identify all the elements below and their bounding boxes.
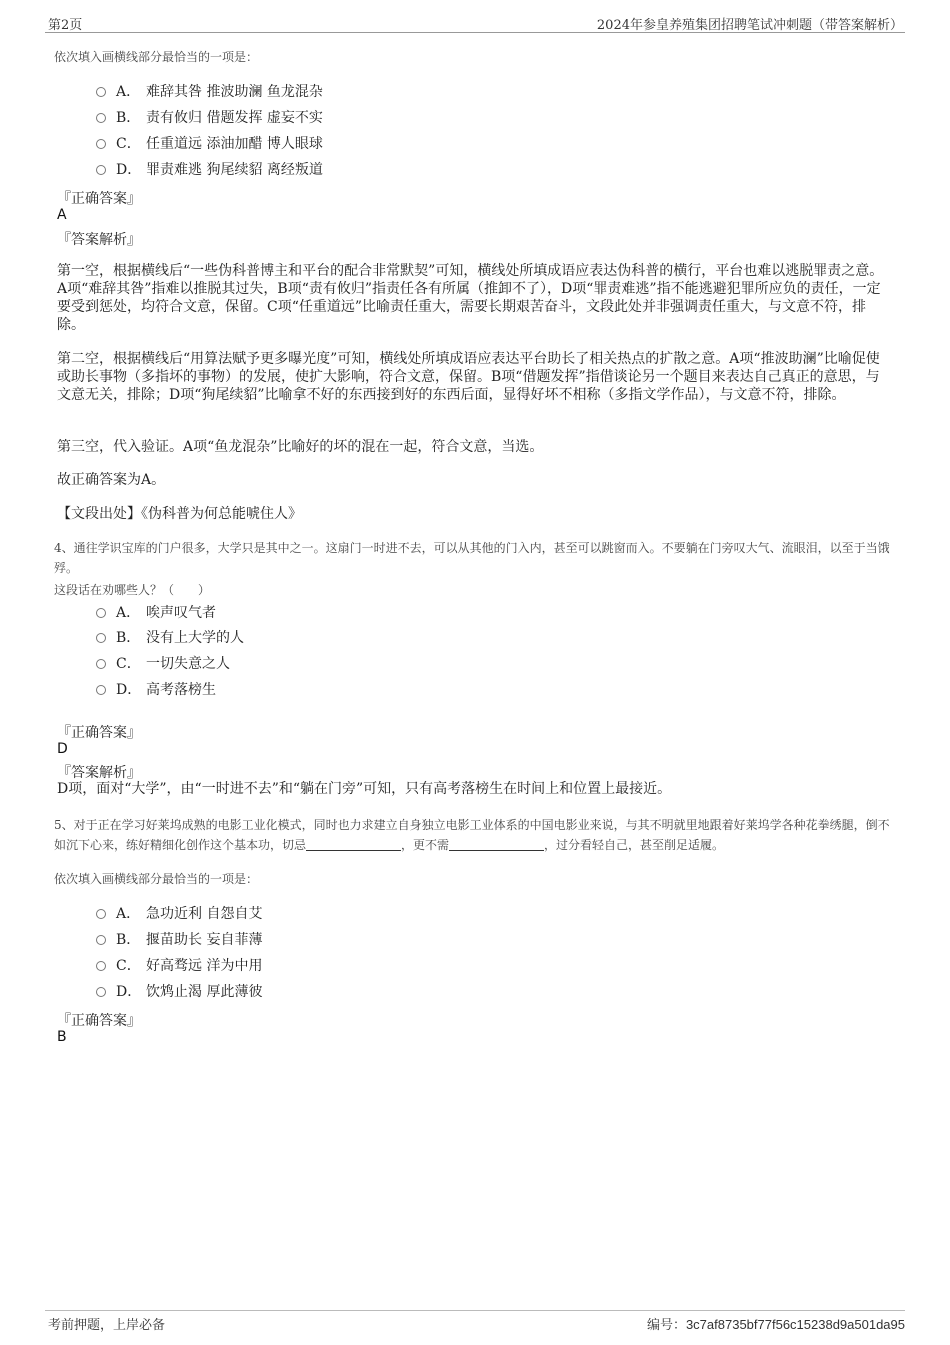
q4-option-a[interactable] bbox=[96, 603, 216, 623]
option-text: 唉声叹气者 bbox=[146, 605, 216, 621]
option-text: 高考落榜生 bbox=[146, 682, 216, 698]
q3-answer: A bbox=[57, 207, 67, 223]
q3-option-a[interactable] bbox=[96, 82, 323, 102]
option-letter: A． bbox=[116, 605, 141, 621]
option-text: 任重道远 添油加醋 博人眼球 bbox=[146, 136, 323, 152]
q5-answer-label: 『正确答案』 bbox=[57, 1013, 141, 1029]
radio-icon[interactable] bbox=[96, 987, 106, 997]
option-letter: D． bbox=[116, 984, 142, 1000]
q5-option-c[interactable] bbox=[96, 956, 262, 976]
radio-icon[interactable] bbox=[96, 961, 106, 971]
q4-option-d[interactable] bbox=[96, 680, 216, 700]
q4-stem: 4、通往学识宝库的门户很多，大学只是其中之一。这扇门一时进不去，可以从其他的门入内，甚至可以跳窗而入。不要躺在门旁叹大气、流眼泪，以至于当饿殍。 bbox=[54, 541, 890, 575]
q5-answer: B bbox=[57, 1029, 67, 1045]
option-letter: C． bbox=[116, 656, 141, 672]
q5-stem-part-3: ，过分看轻自己，甚至削足适履。 bbox=[544, 838, 725, 852]
radio-icon[interactable] bbox=[96, 608, 106, 618]
option-letter: C． bbox=[116, 958, 141, 974]
q5-blank-1 bbox=[306, 838, 401, 851]
q3-option-b[interactable] bbox=[96, 108, 323, 128]
option-letter: C． bbox=[116, 136, 141, 152]
q4-option-c[interactable] bbox=[96, 654, 230, 674]
q3-analysis-para-1: 第一空，根据横线后“一些伪科普博主和平台的配合非常默契”可知，横线处所填成语应表达伪科普的横行，平台也难以逃脱罪责之意。A项“难辞其咎”指难以推脱其过失，B项“责有攸归”指责任各有所属（推卸不了），D项“罪责难逃”指不能逃避犯罪所应负的责任，一定要受到惩处，均符合文意，保留。C项“任重道远”比喻责任重大，需要长期艰苦奋斗，文段此处并非强调责任重大，与文意不符，排除。 bbox=[57, 263, 884, 333]
q5-option-d[interactable] bbox=[96, 982, 262, 1002]
q4-option-b[interactable] bbox=[96, 628, 244, 648]
option-text: 没有上大学的人 bbox=[146, 630, 244, 646]
q5-option-b[interactable] bbox=[96, 930, 262, 950]
radio-icon[interactable] bbox=[96, 633, 106, 643]
option-text: 责有攸归 借题发挥 虚妄不实 bbox=[146, 110, 323, 126]
q3-source: 【文段出处】《伪科普为何总能唬住人》 bbox=[57, 506, 302, 522]
q4-answer-label: 『正确答案』 bbox=[57, 725, 141, 741]
radio-icon[interactable] bbox=[96, 909, 106, 919]
q3-option-d[interactable] bbox=[96, 160, 323, 180]
code-label: 编号： bbox=[646, 1318, 686, 1333]
q3-option-c[interactable] bbox=[96, 134, 323, 154]
q4-analysis-label: 『答案解析』 bbox=[57, 765, 141, 781]
footer-slogan: 考前押题，上岸必备 bbox=[48, 1318, 166, 1333]
radio-icon[interactable] bbox=[96, 139, 106, 149]
q3-prompt: 依次填入画横线部分最恰当的一项是： bbox=[54, 50, 259, 64]
radio-icon[interactable] bbox=[96, 165, 106, 175]
q5-prompt: 依次填入画横线部分最恰当的一项是： bbox=[54, 872, 259, 886]
q5-option-a[interactable] bbox=[96, 904, 262, 924]
q3-analysis-para-2: 第二空，根据横线后“用算法赋予更多曝光度”可知，横线处所填成语应表达平台助长了相关热点的扩散之意。A项“推波助澜”比喻促使或助长事物（多指坏的事物）的发展，使扩大影响，符合文意，保留。B项“借题发挥”指借谈论另一个题目来表达自己真正的意思，与文意无关，排除；D项“狗尾续貂”比喻拿不好的东西接到好的东西后面，显得好坏不相称（多指文学作品），与文意不符，排除。 bbox=[57, 351, 880, 403]
option-text: 急功近利 自怨自艾 bbox=[146, 906, 263, 922]
option-text: 难辞其咎 推波助澜 鱼龙混杂 bbox=[146, 84, 323, 100]
q5-stem-part-1: 5、对于正在学习好莱坞成熟的电影工业化模式，同时也力求建立自身独立电影工业体系的中国电影业来说，与其不明就里地跟着好莱坞学各种花拳绣腿，倒不如沉下心来，练好精细化创作这个基本功，切忌 bbox=[54, 818, 890, 852]
option-letter: D． bbox=[116, 682, 142, 698]
option-letter: B． bbox=[116, 932, 141, 948]
q4-answer: D bbox=[57, 741, 68, 757]
q5-stem-part-2: ，更不需 bbox=[401, 838, 450, 852]
radio-icon[interactable] bbox=[96, 87, 106, 97]
option-letter: B． bbox=[116, 110, 141, 126]
option-letter: A． bbox=[116, 906, 141, 922]
q4-question: 这段话在劝哪些人？（ ） bbox=[54, 583, 211, 597]
q3-analysis-conclusion: 故正确答案为A。 bbox=[57, 472, 166, 488]
option-text: 饮鸩止渴 厚此薄彼 bbox=[146, 984, 263, 1000]
q3-analysis-label: 『答案解析』 bbox=[57, 232, 141, 248]
option-letter: B． bbox=[116, 630, 141, 646]
q5-blank-2 bbox=[449, 838, 544, 851]
option-text: 揠苗助长 妄自菲薄 bbox=[146, 932, 263, 948]
q3-analysis-para-3: 第三空，代入验证。A项“鱼龙混杂”比喻好的坏的混在一起，符合文意，当选。 bbox=[57, 439, 544, 455]
option-text: 一切失意之人 bbox=[146, 656, 230, 672]
q3-answer-label: 『正确答案』 bbox=[57, 191, 141, 207]
code-value: 3c7af8735bf77f56c15238d9a501da95 bbox=[685, 1317, 905, 1332]
radio-icon[interactable] bbox=[96, 685, 106, 695]
q4-analysis: D项，面对“大学”，由“一时进不去”和“躺在门旁”可知，只有高考落榜生在时间上和位置上最接近。 bbox=[57, 781, 672, 797]
radio-icon[interactable] bbox=[96, 113, 106, 123]
option-letter: A． bbox=[116, 84, 141, 100]
radio-icon[interactable] bbox=[96, 935, 106, 945]
q5-stem bbox=[54, 815, 900, 855]
option-text: 好高骛远 洋为中用 bbox=[146, 958, 263, 974]
option-text: 罪责难逃 狗尾续貂 离经叛道 bbox=[146, 162, 323, 178]
document-code bbox=[647, 1314, 905, 1333]
page-number: 第2页 bbox=[48, 18, 83, 33]
footer-divider bbox=[45, 1310, 905, 1311]
option-letter: D． bbox=[116, 162, 142, 178]
radio-icon[interactable] bbox=[96, 659, 106, 669]
document-title: 2024年参皇养殖集团招聘笔试冲刺题（带答案解析） bbox=[596, 18, 903, 33]
header-divider bbox=[45, 32, 905, 33]
